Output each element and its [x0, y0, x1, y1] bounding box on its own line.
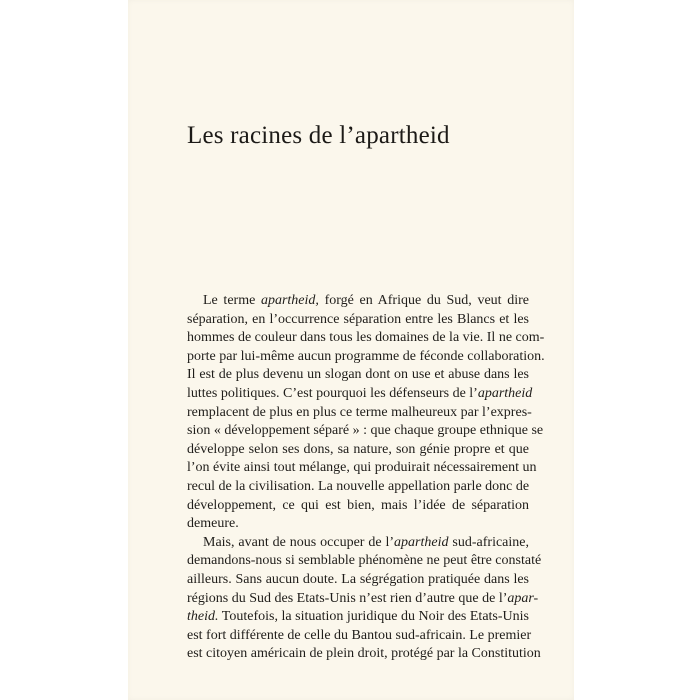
text-run: forgé en Afrique du Sud, veut dire [318, 293, 529, 308]
text-run: est fort différente de celle du Bantou sud-africain. Le premier [187, 627, 532, 643]
text-line [187, 422, 544, 441]
text-run: l’on évite ainsi tout mélange, qui produirait nécessairement un [187, 460, 537, 476]
text-line [187, 497, 529, 516]
text-line [187, 478, 529, 497]
text-run: Toutefois, la situation juridique du Noir des Etats-Unis [218, 609, 529, 625]
text-run: luttes politiques. C’est pourquoi les défenseurs de l’ [187, 385, 478, 401]
text-run: sud-africaine, [448, 534, 529, 550]
text-run: demeure. [187, 516, 239, 532]
text-run: sion « développement séparé » : que chaque groupe ethnique se [187, 423, 544, 439]
body-text [187, 292, 545, 664]
text-run: est citoyen américain de plein droit, protégé par la Constitution [187, 646, 541, 662]
italic-text-run: theid. [187, 609, 219, 625]
text-run: développe selon ses dons, sa nature, son génie propre et que [187, 441, 529, 457]
text-line [187, 571, 529, 590]
text-line [187, 329, 545, 348]
text-line [187, 292, 529, 311]
italic-text-run: apartheid [477, 385, 533, 401]
text-run: développement, ce qui est bien, mais l’idée de séparation [187, 497, 529, 513]
text-line [187, 441, 529, 460]
text-line [187, 385, 533, 404]
text-run: recul de la civilisation. La nouvelle appellation parle donc de [187, 478, 530, 494]
text-line [187, 590, 539, 609]
text-line [187, 645, 541, 664]
paragraph [187, 292, 545, 534]
text-line [187, 627, 532, 646]
italic-text-run: apartheid, [260, 293, 319, 308]
text-line [187, 534, 529, 553]
italic-text-run: apartheid [394, 534, 449, 550]
text-run: Mais, avant de nous occuper de l’ [203, 534, 395, 550]
italic-text-run: apar- [507, 590, 539, 606]
text-line [187, 608, 529, 627]
text-run: Il est de plus devenu un slogan dont on use et abuse dans les [187, 367, 529, 383]
text-run: régions du Sud des Etats-Unis n’est rien d’autre que de l’ [187, 590, 508, 606]
text-line [187, 404, 532, 423]
chapter-title: Les racines de l’apartheid [187, 122, 450, 149]
text-line [187, 348, 545, 367]
text-line [187, 515, 529, 534]
text-line [187, 366, 529, 385]
text-run: séparation, en l’occurrence séparation entre les Blancs et les [187, 311, 529, 327]
text-run: hommes de couleur dans tous les domaines de la vie. Il ne com- [187, 330, 545, 346]
text-run: porte par lui-même aucun programme de féconde collaboration. [187, 348, 545, 364]
text-line [187, 459, 537, 478]
text-run: remplacent de plus en plus ce terme malheureux par l’expres- [187, 404, 532, 420]
text-run: ailleurs. Sans aucun doute. La ségrégation pratiquée dans les [187, 571, 529, 587]
text-line [187, 552, 542, 571]
text-run: Le terme [203, 293, 261, 308]
text-run: demandons-nous si semblable phénomène ne peut être constaté [187, 553, 542, 569]
text-line [187, 311, 529, 330]
paragraph [187, 534, 542, 664]
